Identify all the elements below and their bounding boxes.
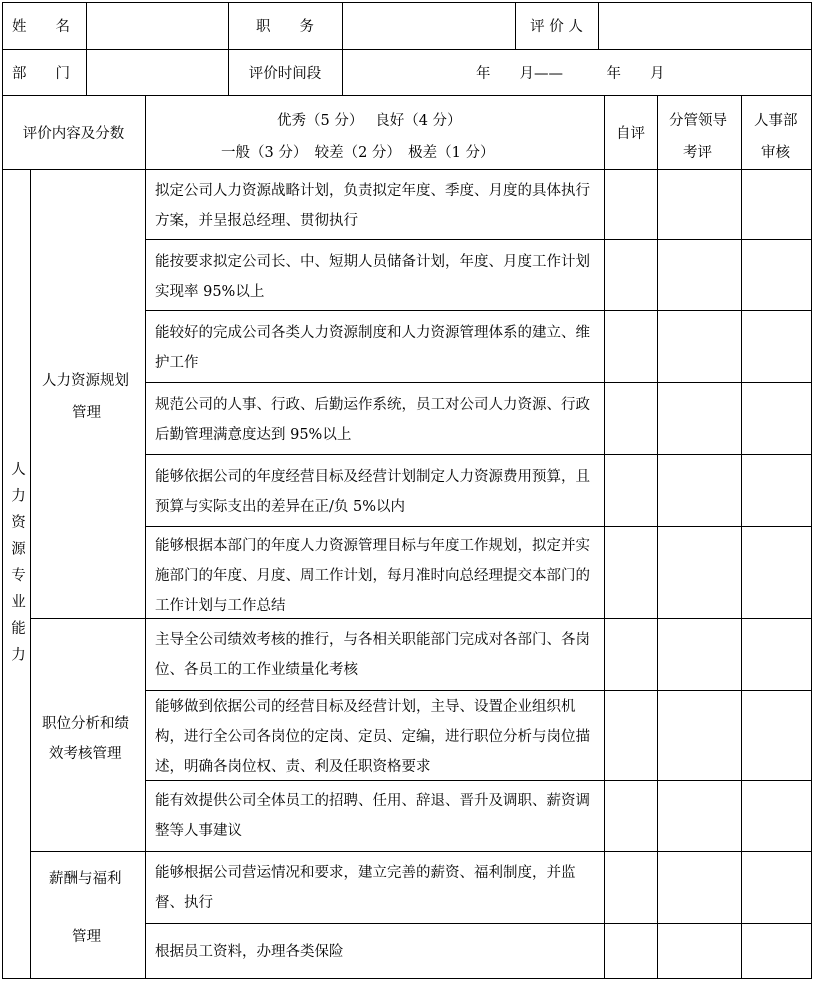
score-scale-header bbox=[145, 95, 604, 169]
evaluator-label: 评 价 人 bbox=[530, 19, 583, 35]
category-cell bbox=[2, 169, 30, 978]
hr-review-cell[interactable] bbox=[741, 923, 811, 978]
group-label-line2: 管理 bbox=[72, 405, 101, 421]
hr-review-cell[interactable] bbox=[741, 851, 811, 923]
name-label: 姓 名 bbox=[12, 19, 70, 35]
hr-review-cell[interactable] bbox=[741, 382, 811, 454]
leader-eval-line1: 分管领导 bbox=[669, 113, 727, 129]
dept-label: 部 门 bbox=[12, 65, 70, 82]
name-field[interactable] bbox=[86, 2, 228, 49]
item-text: 能按要求拟定公司长、中、短期人员储备计划，年度、月度工作计划实现率 95%以上 bbox=[155, 254, 590, 300]
hr-review-line1: 人事部 bbox=[754, 113, 798, 129]
hr-review-cell[interactable] bbox=[741, 310, 811, 382]
self-eval-cell[interactable] bbox=[604, 690, 657, 780]
hr-review-cell[interactable] bbox=[741, 169, 811, 239]
item-text: 能较好的完成公司各类人力资源制度和人力资源管理体系的建立、维护工作 bbox=[155, 325, 590, 371]
hr-review-line2: 审核 bbox=[761, 145, 790, 161]
group-job-analysis bbox=[30, 618, 145, 851]
leader-eval-cell[interactable] bbox=[657, 690, 741, 780]
leader-eval-cell[interactable] bbox=[657, 923, 741, 978]
item-text: 能够依据公司的年度经营目标及经营计划制定人力资源费用预算，且预算与实际支出的差异在正/负 5%以内 bbox=[155, 469, 590, 515]
hr-review-cell[interactable] bbox=[741, 526, 811, 618]
position-label: 职 务 bbox=[256, 19, 314, 35]
score-scale-line2: 一般（3 分） 较差（2 分） 极差（1 分） bbox=[221, 145, 495, 161]
dept-field[interactable] bbox=[86, 49, 228, 95]
score-scale-line1: 优秀（5 分） 良好（4 分） bbox=[277, 113, 462, 129]
self-eval-cell[interactable] bbox=[604, 851, 657, 923]
hr-review-cell[interactable] bbox=[741, 239, 811, 310]
content-score-header: 评价内容及分数 bbox=[22, 125, 125, 142]
leader-eval-cell[interactable] bbox=[657, 526, 741, 618]
item-text: 主导全公司绩效考核的推行，与各相关职能部门完成对各部门、各岗位、各员工的工作业绩量化考核 bbox=[155, 632, 590, 678]
leader-eval-cell[interactable] bbox=[657, 780, 741, 851]
hr-review-cell[interactable] bbox=[741, 780, 811, 851]
leader-eval-cell[interactable] bbox=[657, 239, 741, 310]
item-text: 能够做到依据公司的经营目标及经营计划，主导、设置企业组织机构，进行全公司各岗位的定岗、定员、定编，进行职位分析与岗位描述，明确各岗位权、责、利及任职资格要求 bbox=[155, 699, 590, 775]
group-label-line2: 效考核管理 bbox=[49, 746, 122, 762]
self-eval-cell[interactable] bbox=[604, 618, 657, 690]
item-text: 能有效提供公司全体员工的招聘、任用、辞退、晋升及调职、薪资调整等人事建议 bbox=[155, 793, 590, 839]
grid-line bbox=[2, 978, 812, 979]
item-text: 根据员工资料，办理各类保险 bbox=[155, 944, 344, 960]
leader-eval-cell[interactable] bbox=[657, 169, 741, 239]
hr-review-cell[interactable] bbox=[741, 690, 811, 780]
self-eval-cell[interactable] bbox=[604, 526, 657, 618]
self-eval-cell[interactable] bbox=[604, 454, 657, 526]
group-hr-planning bbox=[30, 169, 145, 618]
leader-eval-cell[interactable] bbox=[657, 851, 741, 923]
group-label-line2: 管理 bbox=[72, 929, 101, 945]
group-label-line1: 职位分析和绩 bbox=[42, 716, 129, 732]
item-text: 能够根据公司营运情况和要求，建立完善的薪资、福利制度，并监督、执行 bbox=[155, 865, 576, 911]
group-compensation bbox=[30, 851, 145, 978]
item-text: 拟定公司人力资源战略计划，负责拟定年度、季度、月度的具体执行方案，并呈报总经理、贯彻执行 bbox=[155, 183, 590, 229]
position-field[interactable] bbox=[342, 2, 515, 49]
self-eval-cell[interactable] bbox=[604, 169, 657, 239]
grid-line bbox=[811, 2, 812, 978]
evaluator-field[interactable] bbox=[598, 2, 811, 49]
leader-eval-cell[interactable] bbox=[657, 382, 741, 454]
group-label-line1: 人力资源规划 bbox=[42, 373, 129, 389]
category-label: 人力资源专业能力 bbox=[9, 461, 25, 673]
self-eval-cell[interactable] bbox=[604, 780, 657, 851]
self-eval-cell[interactable] bbox=[604, 923, 657, 978]
group-label-line1: 薪酬与福利 bbox=[49, 871, 122, 887]
hr-review-cell[interactable] bbox=[741, 454, 811, 526]
leader-eval-cell[interactable] bbox=[657, 310, 741, 382]
self-eval-cell[interactable] bbox=[604, 310, 657, 382]
self-eval-cell[interactable] bbox=[604, 382, 657, 454]
self-eval-header: 自评 bbox=[616, 125, 645, 142]
self-eval-cell[interactable] bbox=[604, 239, 657, 310]
leader-eval-cell[interactable] bbox=[657, 618, 741, 690]
leader-eval-line2: 考评 bbox=[683, 145, 712, 161]
hr-review-cell[interactable] bbox=[741, 618, 811, 690]
hr-review-header bbox=[741, 95, 811, 169]
period-label: 评价时间段 bbox=[248, 65, 322, 82]
item-text: 能够根据本部门的年度人力资源管理目标与年度工作规划，拟定并实施部门的年度、月度、周工作计划，每月准时向总经理提交本部门的工作计划与工作总结 bbox=[155, 538, 590, 614]
item-text: 规范公司的人事、行政、后勤运作系统，员工对公司人力资源、行政后勤管理满意度达到 95%以上 bbox=[155, 397, 590, 443]
leader-eval-header bbox=[657, 95, 741, 169]
period-field[interactable]: 年 月—— 年 月 bbox=[476, 65, 665, 82]
leader-eval-cell[interactable] bbox=[657, 454, 741, 526]
